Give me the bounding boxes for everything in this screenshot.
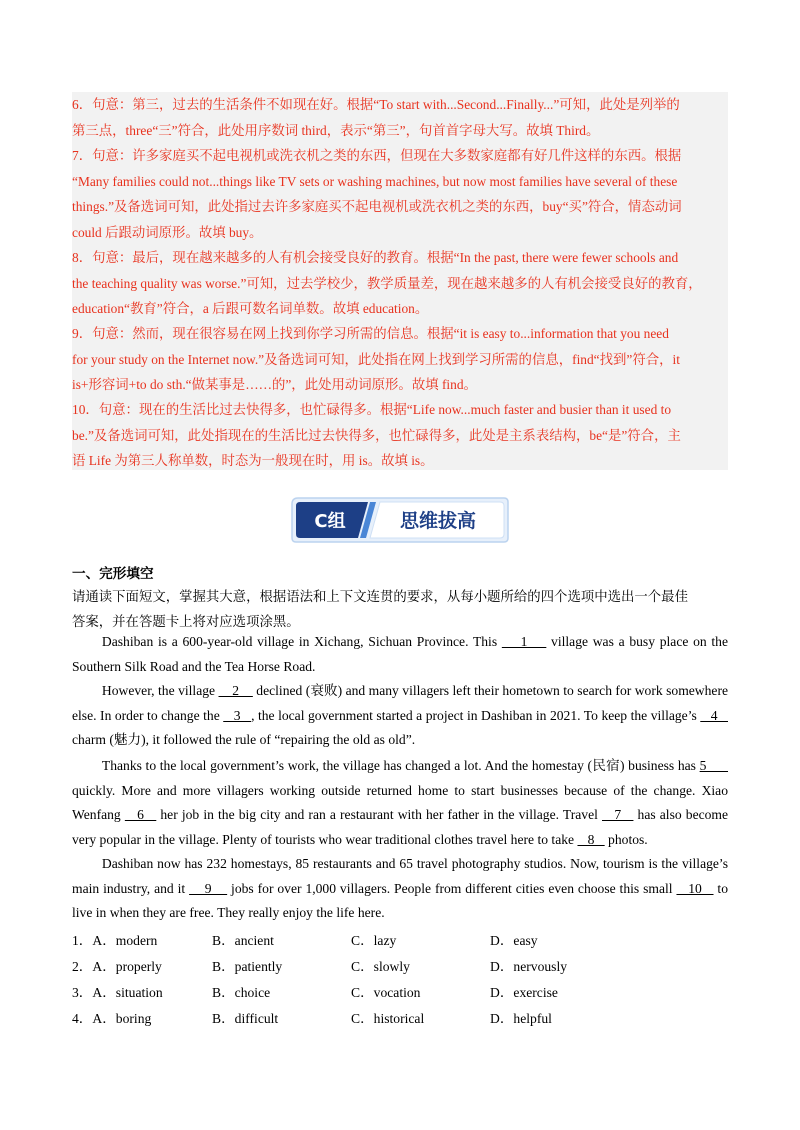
question-2-option-c[interactable]: C．slowly (351, 959, 410, 974)
answer-line: is+形容词+to do sth.“做某事是……的”，此处用动词原形。故填 find。 (72, 377, 477, 392)
answer-line: “Many families could not...things like TV sets or washing machines, but now most families have several of these (72, 173, 678, 189)
answer-line: 8．句意：最后，现在越来越多的人有机会接受良好的教育。根据“In the past, there were fewer schools and (72, 250, 679, 265)
answer-line: 10．句意：现在的生活比过去快得多，也忙碌得多。根据“Life now...much faster and busier than it used to (72, 402, 672, 417)
question-3-option-a[interactable]: 3．A．situation (72, 985, 163, 1000)
passage-text: Thanks to the local government’s work, the village has changed a lot. And the homestay (民宿) business has (101, 758, 700, 773)
question-1-option-d[interactable]: D．easy (490, 933, 538, 948)
answer-6 (72, 92, 728, 143)
passage-paragraph-4 (72, 852, 728, 926)
banner-title: 思维拔高 (399, 510, 477, 532)
blank-9: 9 (189, 880, 228, 896)
passage-text: to live in when they are free. They really enjoy the life here. (72, 880, 728, 921)
passage-paragraph-3 (72, 754, 728, 852)
passage-text: jobs for over 1,000 villagers. People from different cities even choose this small (227, 880, 677, 896)
blank-3: 3 (223, 707, 252, 723)
section-banner (288, 494, 512, 546)
answer-line: things.”及备选词可知，此处指过去许多家庭买不起电视机或洗衣机之类的东西，buy“买”符合，情态动词 (72, 199, 682, 214)
answer-line: 7．句意：许多家庭买不起电视机或洗衣机之类的东西，但现在大多数家庭都有好几件这样的东西。根据 (72, 148, 682, 163)
question-4-option-b[interactable]: B．difficult (212, 1011, 279, 1026)
passage-text: , the local government started a project in Dashiban in 2021. To keep the village’s (251, 707, 701, 723)
blank-4: 4 (700, 707, 728, 723)
answer-line: 第三点，three“三”符合，此处用序数词 third，表示“第三”，句首首字母大写。故填 Third。 (72, 122, 600, 138)
answer-9 (72, 321, 728, 398)
passage-text: declined (衰败) and many villagers left their hometown to search for work somewhere else. In order to change the (72, 683, 729, 723)
question-4-option-d[interactable]: D．helpful (490, 1011, 552, 1026)
answer-line: the teaching quality was worse.”可知，过去学校少，教学质量差，现在越来越多的人有机会接受良好的教育， (72, 275, 702, 291)
blank-2: 2 (218, 683, 253, 698)
question-1-option-a[interactable]: 1．A．modern (72, 933, 158, 948)
question-2-option-a[interactable]: 2．A．properly (72, 959, 162, 974)
passage-text: her job in the big city and ran a restaurant with her father in the village. Travel (156, 807, 602, 823)
answer-10 (72, 397, 728, 474)
blank-5: 5 (699, 758, 729, 773)
answer-line: 语 Life 为第三人称单数，时态为一般现在时，用 is。故填 is。 (72, 453, 434, 468)
question-3-option-c[interactable]: C．vocation (351, 985, 421, 1000)
answer-line: 6．句意：第三，过去的生活条件不如现在好。根据“To start with...Second...Finally...”可知，此处是列举的 (72, 97, 680, 112)
answer-line: for your study on the Internet now.”及备选词可知，此处指在网上找到学习所需的信息，find“找到”符合，it (72, 351, 680, 367)
question-2-option-d[interactable]: D．nervously (490, 959, 568, 974)
question-1-option-c[interactable]: C．lazy (351, 933, 397, 948)
instruction-text (72, 586, 728, 635)
question-3-option-b[interactable]: B．choice (212, 985, 271, 1000)
blank-7: 7 (602, 807, 634, 823)
answer-line: 9．句意：然而，现在很容易在网上找到你学习所需的信息。根据“it is easy to...information that you need (72, 326, 669, 341)
answer-line: education“教育”符合，a 后跟可数名词单数。故填 education。 (72, 301, 429, 316)
answer-line: could 后跟动词原形。故填 buy。 (72, 224, 263, 240)
passage-text: village was a busy place on the Southern Silk Road and the Tea Horse Road. (72, 634, 729, 674)
banner-group-label: C组 (314, 511, 346, 532)
passage-text: has also become very popular in the village. Plenty of tourists who wear traditional clothes travel here to take (72, 807, 729, 847)
instruction-line: 请通读下面短文，掌握其大意，根据语法和上下文连贯的要求，从每小题所给的四个选项中选出一个最佳 (72, 590, 688, 605)
passage-text: charm (魅力), it followed the rule of “repairing the old as old”. (72, 732, 416, 748)
blank-6: 6 (124, 807, 157, 823)
passage-paragraph-2 (72, 679, 728, 753)
question-4-option-a[interactable]: 4．A．boring (72, 1011, 152, 1026)
instruction-line: 答案，并在答题卡上将对应选项涂黑。 (72, 614, 300, 630)
answer-8 (72, 245, 728, 322)
question-2-option-b[interactable]: B．patiently (212, 959, 283, 974)
passage-paragraph-1 (72, 630, 728, 679)
passage-text: photos. (604, 831, 648, 847)
answer-line: be.”及备选词可知，此处指现在的生活比过去快得多，也忙碌得多，此处是主系表结构，be“是”符合，主 (72, 427, 681, 443)
answer-7 (72, 143, 728, 245)
blank-1: 1 (501, 634, 547, 649)
question-3-option-d[interactable]: D．exercise (490, 985, 558, 1000)
blank-10: 10 (676, 880, 714, 896)
question-4-option-c[interactable]: C．historical (351, 1011, 425, 1026)
section-heading: 一、完形填空 (72, 566, 154, 582)
passage-text: However, the village (101, 683, 219, 698)
question-1-option-b[interactable]: B．ancient (212, 933, 274, 948)
passage-text: quickly. More and more villagers working outside returned home to start businesses because of the change. Xiao Wenfang (72, 782, 728, 823)
blank-8: 8 (577, 831, 605, 847)
passage-text: Dashiban is a 600-year-old village in Xichang, Sichuan Province. This (101, 634, 502, 649)
passage-text: Dashiban now has 232 homestays, 85 restaurants and 65 travel photography studios. Now, tourism is the village’s main industry, and it (72, 856, 728, 896)
